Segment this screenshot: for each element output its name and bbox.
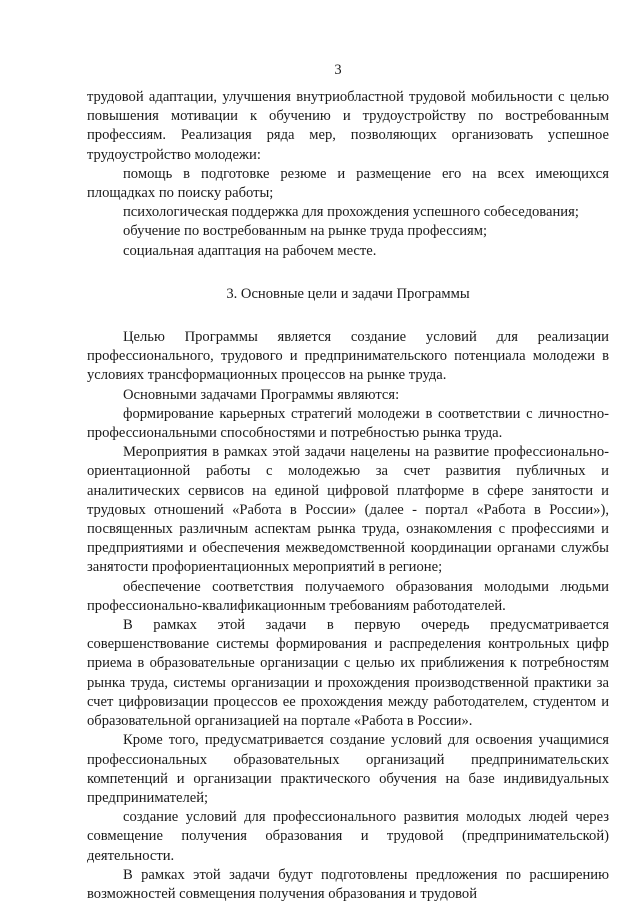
- paragraph: В рамках этой задачи будут подготовлены предложения по расширению возможностей совмещения получения образования и трудовой: [87, 866, 609, 902]
- list-item: обучение по востребованным на рынке труда профессиям;: [123, 223, 488, 240]
- paragraph: формирование карьерных стратегий молодежи в соответствии с личностно-профессиональными способностями и потребностью рынка труда.: [87, 405, 609, 442]
- paragraph: обеспечение соответствия получаемого образования молодыми людьми профессионально-квалификационным требованиям работодателей.: [87, 578, 609, 614]
- paragraph: В рамках этой задачи в первую очередь предусматривается совершенствование системы формирования и распределения контрольных цифр приема в образовательные организации с целью их приближения к потребностям рынка труда, системы организации и прохождения производственной практики за счет цифровизации процессов ее прохождения между работодателем, студентом и образовательной организацией на портале «Работа в России».: [87, 617, 609, 730]
- page-number: 3: [334, 62, 342, 78]
- document-body: [87, 88, 609, 904]
- paragraph: Кроме того, предусматривается создание условий для освоения учащимися профессиональных образовательных организаций предпринимательских компетенций и организации практического обучения на базе индивидуальных предпринимателей;: [87, 732, 609, 806]
- paragraph: создание условий для профессионального развития молодых людей через совмещение получения образования и трудовой (предпринимательской) деятельности.: [87, 809, 609, 864]
- list-item: психологическая поддержка для прохождения успешного собеседования;: [123, 204, 579, 221]
- paragraph: Мероприятия в рамках этой задачи нацелены на развитие профессионально-ориентационной работы с молодежью за счет развития публичных и аналитических сервисов на единой цифровой платформе в сфере занятости и трудовых отношений «Работа в России» (далее - портал «Работа в России»), посвященных различным аспектам рынка труда, ознакомления с профессиями и предприятиями и обеспечения межведомственной координации органами службы занятости профориентационных мероприятий в регионе;: [87, 444, 609, 576]
- list-item: социальная адаптация на рабочем месте.: [123, 242, 377, 259]
- section-heading: 3. Основные цели и задачи Программы: [226, 285, 470, 302]
- paragraph: Основными задачами Программы являются:: [123, 386, 400, 403]
- paragraph: трудовой адаптации, улучшения внутриобластной трудовой мобильности с целью повышения мотивации к обучению и трудоустройству по востребованным профессиям. Реализация ряда мер, позволяющих организовать успешное трудоустройство молодежи:: [87, 89, 609, 163]
- list-item: помощь в подготовке резюме и размещение его на всех имеющихся площадках по поиску работы;: [87, 165, 609, 202]
- paragraph: Целью Программы является создание условий для реализации профессионального, трудового и предпринимательского потенциала молодежи в условиях трансформационных процессов на рынке труда.: [87, 329, 609, 384]
